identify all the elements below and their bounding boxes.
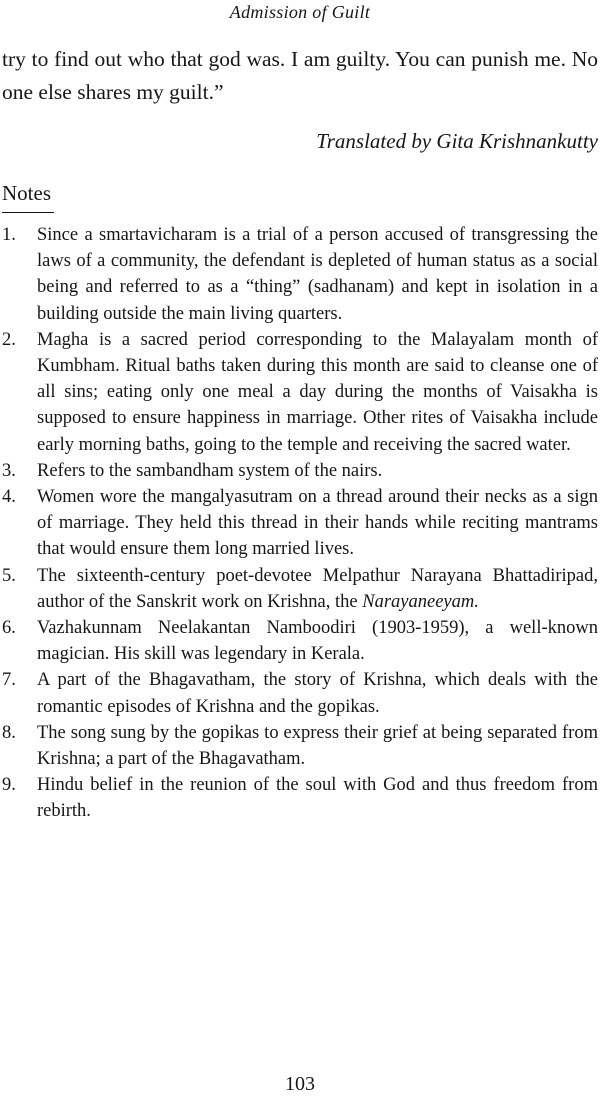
- note-text: Vazhakunnam Neelakantan Namboodiri (1903-1959), a well-known magician. His skill was legendary in Kerala.: [37, 618, 598, 665]
- note-text: Refers to the sambandham system of the nairs.: [37, 460, 383, 481]
- translator-credit: Translated by Gita Krishnankutty: [316, 129, 598, 153]
- note-number: 2.: [2, 329, 16, 350]
- notes-heading: Notes: [2, 181, 51, 205]
- note-number: 9.: [2, 775, 16, 796]
- note-text: Hindu belief in the reunion of the soul with God and thus freedom from rebirth.: [37, 775, 598, 822]
- note-number: 3.: [2, 460, 16, 481]
- note-text: The sixteenth-century poet-devotee Melpathur Narayana Bhattadiripad, author of the Sanskrit work on Krishna, the: [37, 565, 598, 612]
- note-number: 5.: [2, 565, 16, 586]
- note-text: A part of the Bhagavatham, the story of Krishna, which deals with the romantic episodes of Krishna and the gopikas.: [37, 670, 598, 717]
- note-item: [0, 222, 600, 327]
- note-number: 7.: [2, 670, 16, 691]
- note-item: [0, 458, 600, 484]
- note-item: [0, 667, 600, 719]
- note-text: Since a smartavicharam is a trial of a person accused of transgressing the laws of a community, the defendant is depleted of human status as a social being and referred to as a “thing” (sadhanam) and kept in isolation in a building outside the main living quarters.: [37, 225, 598, 324]
- note-text: Magha is a sacred period corresponding to the Malayalam month of Kumbham. Ritual baths taken during this month are said to cleanse one of all sins; eating only one meal a day during the months of Vaisakha is supposed to ensure happiness in marriage. Other rites of Vaisakha include early morning baths, going to the temple and receiving the sacred water.: [37, 329, 598, 455]
- note-number: 4.: [2, 487, 16, 508]
- notes-heading-underline: [2, 212, 54, 213]
- closing-paragraph: try to find out who that god was. I am guilty. You can punish me. No one else shares my guilt.”: [2, 47, 598, 104]
- note-item: [0, 327, 600, 458]
- page-number: 103: [285, 1073, 315, 1095]
- note-number: 8.: [2, 722, 16, 743]
- note-text: Women wore the mangalyasutram on a thread around their necks as a sign of marriage. They held this thread in their hands while reciting mantrams that would ensure them long married lives.: [37, 487, 598, 560]
- running-head: Admission of Guilt: [229, 2, 371, 22]
- notes-list: [0, 222, 600, 825]
- note-item: [0, 484, 600, 563]
- note-title-emphasis: Narayaneeyam.: [362, 591, 479, 612]
- note-number: 1.: [2, 225, 16, 245]
- note-item: [0, 615, 600, 667]
- note-item: [0, 720, 600, 772]
- note-text: The song sung by the gopikas to express their grief at being separated from Krishna; a part of the Bhagavatham.: [37, 722, 598, 770]
- note-number: 6.: [2, 618, 16, 639]
- note-item: [0, 563, 600, 615]
- note-item: [0, 772, 600, 824]
